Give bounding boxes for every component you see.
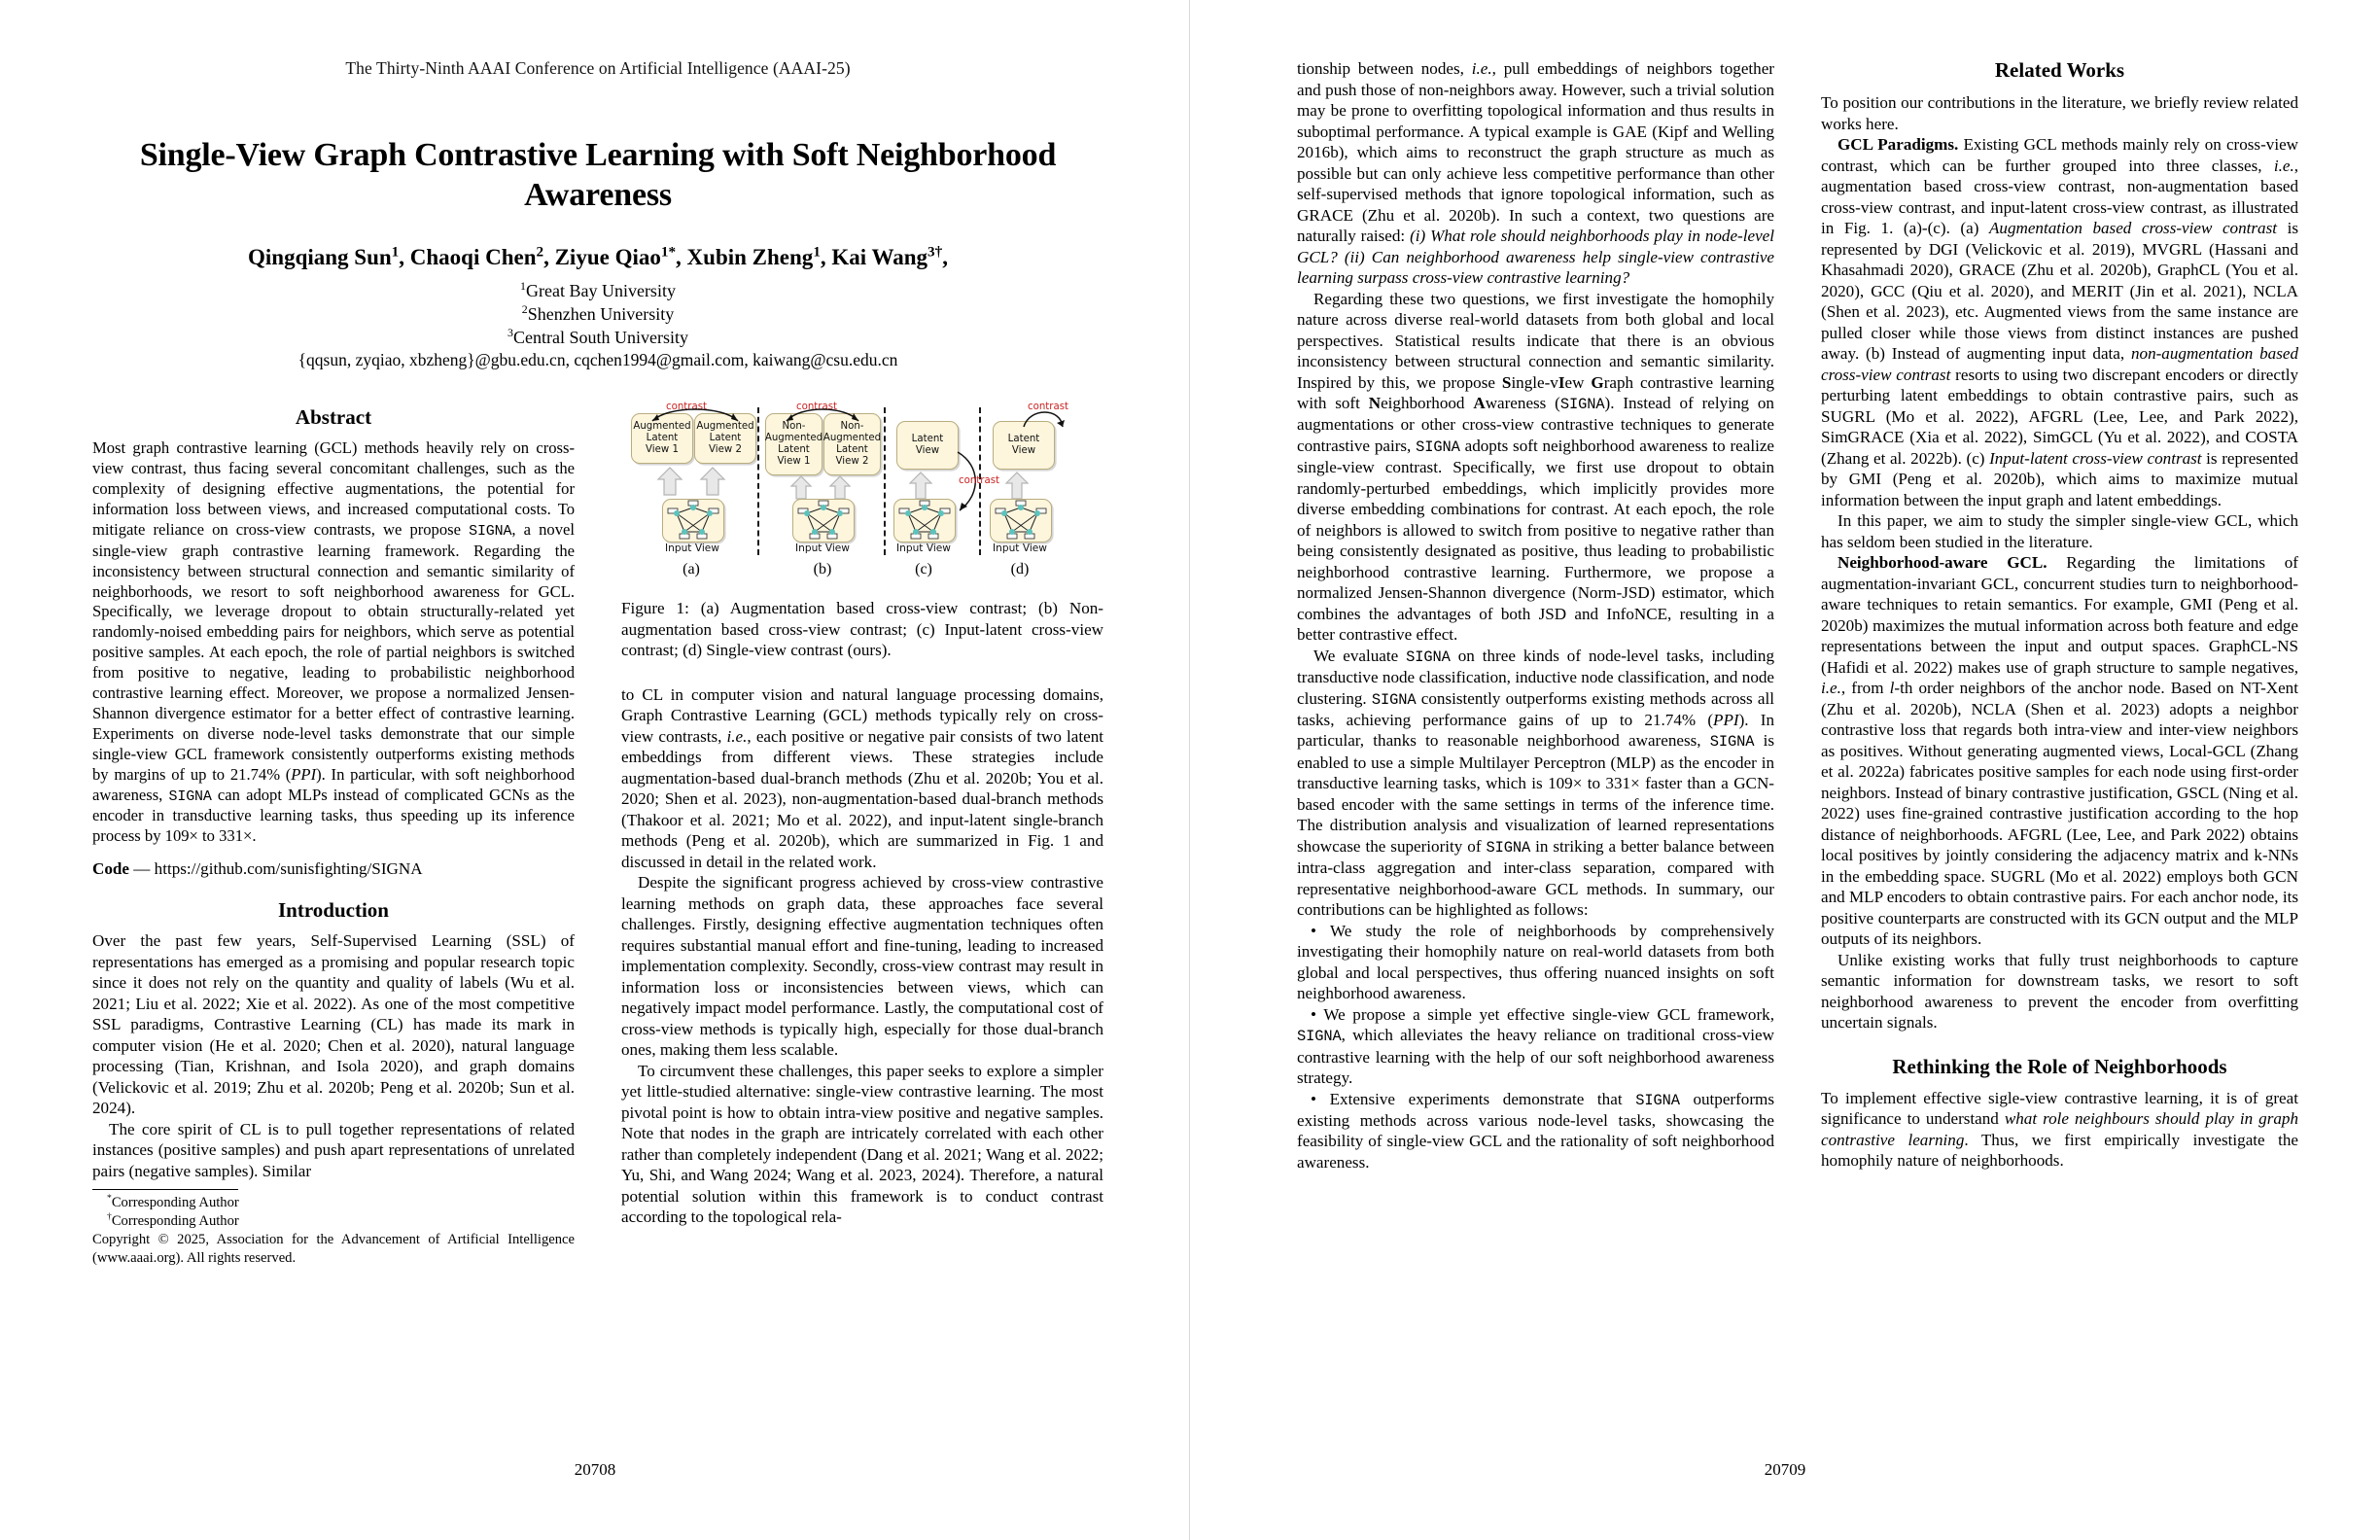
figure-box-augmented-latent-view-2: Augmented Latent View 2 — [694, 413, 756, 464]
figure-box-non-augmented-latent-view-1: Non- Augmented Latent View 1 — [765, 413, 822, 475]
rethinking-paragraph-1: To implement effective sigle-view contrastive learning, it is of great significance to understand what role neighbours should play in graph contrastive learning. Thus, we first empirically investigate the homophily nature of neighborhoods. — [1821, 1088, 2298, 1170]
figure-contrast-label-c: contrast — [959, 475, 1000, 487]
author-names: Qingqiang Sun$^1$, Chaoqi Chen$^2$, Ziyue Qiao$^{1*}$, Xubin Zheng$^1$, Kai Wang$^{3\dagger}$, — [248, 243, 948, 269]
graph-icon-c — [894, 500, 955, 542]
gcl-paradigms-lead: GCL Paradigms. — [1838, 135, 1959, 154]
panel-letter-b: (b) — [813, 561, 832, 578]
column-2 — [621, 402, 1103, 1267]
panel-divider-2 — [884, 407, 886, 555]
figure-1-canvas — [621, 402, 1103, 561]
abstract-text: Most graph contrastive learning (GCL) methods heavily rely on cross-view contrast, thus facing several concomitant challenges, such as the complexity of designing effective augmentations, the potential for information loss between views, and increased computational costs. To mitigate reliance on cross-view contrasts, we propose SIGNA, a novel single-view graph contrastive learning framework. Regarding the inconsistency between structural connection and semantic similarity of neighborhoods, we resort to soft neighborhood awareness for GCL. Specifically, we leverage dropout to obtain structurally-related yet randomly-noised embedding pairs for neighbors, which serve as potential positive samples. At each epoch, the role of partial neighbors is switched from positive to negative, leading to probabilistic neighborhood contrastive learning effect. Moreover, we propose a normalized Jensen-Shannon divergence estimator for a better effect of contrastive learning. Experiments on diverse node-level tasks demonstrate that our simple single-view GCL framework consistently outperforms existing methods by margins of up to 21.74% (PPI). In particular, with soft neighborhood awareness, SIGNA can adopt MLPs instead of complicated GCNs as the encoder in transductive learning tasks, thus speeding up its inference process by 109× to 331×. — [92, 438, 576, 846]
intro-paragraph-2: The core spirit of CL is to pull together representations of related instances (positive samples) and push apart representations of unrelated pairs (negative samples). Similar — [92, 1119, 575, 1180]
figure-encoder-arrow-c — [907, 472, 934, 501]
abstract-heading: Abstract — [295, 405, 372, 430]
figure-encoder-arrows-a — [650, 466, 738, 497]
graph-icon-a — [663, 500, 723, 542]
col3-paragraph-3: We evaluate SIGNA on three kinds of node-level tasks, including transductive node classification, inductive node classification, and node clustering. SIGNA consistently outperforms existing methods across all tasks, achieving performance gains of up to 21.74% (PPI). In particular, thanks to reasonable neighborhood awareness, SIGNA is enabled to use a simple Multilayer Perceptron (MLP) as the encoder in transductive learning tasks, which is 109× to 331× faster than a GCN-based encoder with the same settings in terms of the inference time. The distribution analysis and visualization of learned representations showcase the superiority of SIGNA in striking a better balance between intra-class aggregation and inter-class separation, compared with representative neighborhood-aware GCL methods. In summary, our contributions can be highlighted as follows: — [1297, 646, 1775, 920]
gcl-paradigms-paragraph: GCL Paradigms. Existing GCL methods mainly rely on cross-view contrast, which can be further grouped into three classes, i.e., augmentation based cross-view contrast, non-augmentation based cross-view contrast, and input-latent cross-view contrast, as illustrated in Fig. 1. (a)-(c). (a) Augmentation based cross-view contrast is represented by DGI (Velickovic et al. 2019), MVGRL (Hassani and Khasahmadi 2020), GRACE (Zhu et al. 2020b), GraphCL (You et al. 2020), GCC (Qiu et al. 2020), and MERIT (Jin et al. 2021), NCLA (Shen et al. 2023), etc. Augmented views from the same instance are pulled closer while those views from distinct instances are pushed away. (b) Instead of augmenting input data, non-augmentation based cross-view contrast resorts to using two discrepant encoders or directly perturbing latent embeddings to obtain contrastive pairs, such as SUGRL (Mo et al. 2022), AFGRL (Lee, Lee, and Park 2022), SimGRACE (Xia et al. 2022), SimGCL (Yu et al. 2022), and COSTA (Zhang et al. 2022b). (c) Input-latent cross-view contrast is represented by GMI (Peng et al. 2020b), which aims to maximize mutual information between the input graph and latent embeddings. — [1821, 135, 2298, 509]
neighborhood-aware-lead: Neighborhood-aware GCL. — [1838, 553, 2048, 572]
page-number-right: 20709 — [1764, 1460, 1806, 1479]
panel-divider-1 — [757, 407, 759, 555]
page-right — [1190, 0, 2380, 1540]
figure-contrast-arc-d — [1018, 407, 1076, 431]
figure-input-view-label-a: Input View — [665, 542, 719, 555]
right-page-columns — [1297, 58, 2298, 1172]
figure-1-caption: Figure 1: (a) Augmentation based cross-view contrast; (b) Non-augmentation based cross-view contrast; (c) Input-latent cross-view contrast; (d) Single-view contrast (ours). — [621, 599, 1103, 660]
contribution-bullet-1: • We study the role of neighborhoods by comprehensively investigating their homophily nature on real-world datasets from both global and local perspectives, thus offering nuanced insights on soft neighborhood awareness. — [1297, 921, 1774, 1003]
affiliation-2: $^2$Shenzhen University — [521, 302, 675, 325]
affiliation-list — [92, 279, 1103, 349]
left-page-columns — [92, 402, 1103, 1267]
figure-contrast-arc-a — [648, 407, 742, 423]
page-right-content — [1297, 58, 2298, 1172]
code-label: Code — [92, 859, 129, 879]
graph-icon-b — [793, 500, 854, 542]
page-title: Single-View Graph Contrastive Learning with Soft Neighborhood Awareness — [139, 137, 1057, 214]
figure-input-graph-b — [792, 499, 855, 542]
graph-icon-d — [991, 500, 1051, 542]
author-list — [92, 245, 1103, 270]
figure-box-latent-view-c: Latent View — [896, 421, 959, 470]
footnote-block — [92, 1189, 575, 1267]
code-link-line — [92, 859, 575, 879]
panel-letter-a: (a) — [682, 561, 700, 578]
figure-contrast-label-b: contrast — [796, 402, 838, 413]
rethinking-emphasis: what role neighbours should play in graph contrastive learning — [1821, 1109, 2298, 1149]
figure-input-view-label-b: Input View — [795, 542, 850, 555]
figure-panel-letters — [621, 561, 1103, 582]
figure-box-non-augmented-latent-view-2: Non- Augmented Latent View 2 — [823, 413, 881, 475]
related-works-intro: To position our contributions in the literature, we briefly review related works here. — [1821, 93, 2298, 133]
panel-letter-d: (d) — [1010, 561, 1030, 578]
intro-paragraph-3: Despite the significant progress achieved by cross-view contrastive learning methods on graph data, these approaches face several challenges. Firstly, designing effective augmentation techniques often requires substantial manual effort and fine-tuning, leading to increased implementation complexity. Secondly, cross-view contrast may result in information loss or inconsistencies between views, which can negatively impact model performance. Lastly, the computational cost of cross-view methods is typically high, especially for those dual-branch ones, making them less scalable. — [621, 873, 1103, 1060]
figure-input-graph-c — [893, 499, 956, 542]
figure-input-graph-d — [990, 499, 1052, 542]
figure-input-view-label-c: Input View — [896, 542, 951, 555]
figure-input-graph-a — [662, 499, 724, 542]
figure-contrast-label-a: contrast — [666, 402, 708, 413]
figure-box-latent-view-d: Latent View — [993, 421, 1055, 470]
column-3 — [1297, 58, 1774, 1172]
footnote-copyright: Copyright © 2025, Association for the Advancement of Artificial Intelligence (www.aaai.org). All rights reserved. — [92, 1231, 575, 1266]
footnote-star: *Corresponding Author — [107, 1193, 239, 1211]
research-questions: (i) What role should neighborhoods play in node-level GCL? (ii) Can neighborhood awareness help single-view contrastive learning surpass cross-view contrastive learning? — [1297, 227, 1774, 287]
related-works-paragraph-4: Unlike existing works that fully trust neighborhoods to capture semantic information for downstream tasks, we resort to soft neighborhood awareness to prevent the encoder from overfitting uncertain signals. — [1821, 950, 2298, 1032]
intro-paragraph-4: To circumvent these challenges, this paper seeks to explore a simpler yet little-studied alternative: single-view contrastive learning. The most pivotal point is how to obtain intra-view positive and negative samples. Note that nodes in the graph are intricately correlated with each other rather than completely independent (Dang et al. 2021; Wang et al. 2022; Yu, Shi, and Wang 2024; Wang et al. 2023, 2024). Therefore, a natural potential solution within this framework is to conduct contrast according to the topological rela- — [621, 1061, 1103, 1227]
contribution-bullet-2: • We propose a simple yet effective single-view GCL framework, SIGNA, which alleviates the heavy reliance on traditional cross-view contrastive learning with the help of our soft neighborhood awareness strategy. — [1297, 1004, 1774, 1088]
figure-input-view-label-d: Input View — [993, 542, 1047, 555]
intro-paragraph-2-cont: to CL in computer vision and natural language processing domains, Graph Contrastive Learning (GCL) methods typically rely on cross-view contrasts, i.e., each positive or negative pair consists of two latent embeddings from different views. These strategies include augmentation-based dual-branch methods (Zhu et al. 2020b; You et al. 2020; Shen et al. 2023), non-augmentation-based dual-branch methods (Thakoor et al. 2021; Mo et al. 2022), and input-latent single-branch methods (Peng et al. 2020b), which are summarized in Fig. 1 and discussed in detail in the related work. — [621, 684, 1103, 871]
footnote-rule — [92, 1189, 238, 1190]
column-4 — [1821, 58, 2298, 1172]
rethinking-heading: Rethinking the Role of Neighborhoods — [1892, 1054, 2227, 1078]
introduction-heading: Introduction — [278, 898, 389, 923]
figure-box-augmented-latent-view-1: Augmented Latent View 1 — [631, 413, 693, 464]
code-dash: — — [133, 859, 151, 879]
figure-1 — [621, 402, 1103, 661]
col3-paragraph-2: Regarding these two questions, we first investigate the homophily nature across diverse real-world datasets from both global and local perspectives. Statistical results indicate that there is an obvious inconsistency between structural connection and semantic similarity. Inspired by this, we propose Single-vIew Graph contrastive learning with soft Neighborhood Awareness (SIGNA). Instead of relying on augmentations or other cross-view contrastive techniques to generate contrastive pairs, SIGNA adopts soft neighborhood awareness to realize single-view contrast. Specifically, we first use dropout to obtain randomly-perturbed embeddings, which implicitly provides more diverse embedding combinations for contrast. At each epoch, the role of neighbors is allowed to switch from positive to negative rather than being consistently designated as positive, thus leading to probabilistic neighborhood contrastive learning. Furthermore, we propose a normalized Jensen-Shannon divergence (Norm-JSD) estimator, which combines the advantages of both JSD and InfoNCE, resulting in a better contrastive effect. — [1297, 289, 1774, 645]
figure-contrast-label-d: contrast — [1028, 402, 1069, 413]
related-works-paragraph-2: In this paper, we aim to study the simpler single-view GCL, which has seldom been studied in the literature. — [1821, 511, 2298, 551]
col3-paragraph-1: tionship between nodes, i.e., pull embeddings of neighbors together and push those of non-neighbors away. However, such a trivial solution may be prone to overfitting topological information and thus results in suboptimal performance. A typical example is GAE (Kipf and Welling 2016b), which aims to reconstruct the graph structure as much as possible but can only achieve less competitive performance than other self-supervised methods that ignore topological information, such as GRACE (Zhu et al. 2020b). In such a context, two questions are naturally raised: (i) What role should neighborhoods play in node-level GCL? (ii) Can neighborhood awareness help single-view contrastive learning surpass cross-view contrastive learning? — [1297, 59, 1774, 287]
figure-encoder-arrow-d — [1003, 472, 1031, 501]
figure-contrast-arc-b — [783, 407, 862, 423]
affiliation-3: $^3$Central South University — [508, 326, 688, 348]
column-1 — [92, 405, 575, 1267]
figure-encoder-arrows-b — [785, 475, 862, 501]
footnote-dagger: †Corresponding Author — [107, 1211, 239, 1230]
author-emails: {qqsun, zyqiao, xbzheng}@gbu.edu.cn, cqchen1994@gmail.com, kaiwang@csu.edu.cn — [298, 350, 898, 370]
intro-paragraph-1: Over the past few years, Self-Supervised Learning (SSL) of representations has emerged as a promising and popular research topic since it does not rely on the quantity and quality of labels (Wu et al. 2021; Liu et al. 2022; Xie et al. 2022). As one of the most competitive SSL paradigms, Contrastive Learning (CL) has made its mark in computer vision (He et al. 2020; Chen et al. 2020), natural language processing (Tian, Krishnan, and Isola 2020), and graph domains (Velickovic et al. 2019; Zhu et al. 2020b; Peng et al. 2020b; Sun et al. 2024). — [92, 931, 575, 1118]
affiliation-1: $^1$Great Bay University — [520, 278, 676, 300]
code-url[interactable]: https://github.com/sunisfighting/SIGNA — [154, 859, 423, 879]
neighborhood-aware-gcl-paragraph: Neighborhood-aware GCL. Regarding the limitations of augmentation-invariant GCL, concurrent studies turn to neighborhood-aware techniques to retain semantics. For example, GMI (Peng et al. 2020b) maximizes the mutual information across both feature and edge representations between the input and output spaces. GraphCL-NS (Hafidi et al. 2022) makes use of graph structure to sample negatives, i.e., from l-th order neighbors of the anchor node. Based on NT-Xent (Zhu et al. 2020b), NCLA (Shen et al. 2023) adopts a neighbor contrastive loss that regards both intra-view and inter-view neighbors as positives. Without generating augmented views, Local-GCL (Zhang et al. 2022a) fabricates positive samples for each node using first-order neighbors. Instead of binary contrastive justification, GSCL (Ning et al. 2022) uses fine-grained contrastive justification according to the hop distance of neighborhoods. AFGRL (Lee, Lee, and Park 2022) obtains local positives by jointly considering the adjacency matrix and k-NNs in the embedding space. SUGRL (Mo et al. 2022) employs both GCN and MLP encoders to obtain contrastive pairs. For each anchor node, its positive counterparts are constructed with its GCN output and the MLP outputs of its neighbors. — [1821, 553, 2298, 948]
panel-letter-c: (c) — [915, 561, 932, 578]
conference-header: The Thirty-Ninth AAAI Conference on Artificial Intelligence (AAAI-25) — [345, 58, 851, 78]
related-works-heading: Related Works — [1994, 58, 2125, 82]
page-number-left: 20708 — [574, 1460, 616, 1479]
page-left-content — [92, 58, 1103, 1267]
contribution-bullet-3: • Extensive experiments demonstrate that SIGNA outperforms existing methods across various node-level tasks, showcasing the feasibility of single-view GCL and the rationality of soft neighborhood awareness. — [1297, 1089, 1774, 1172]
